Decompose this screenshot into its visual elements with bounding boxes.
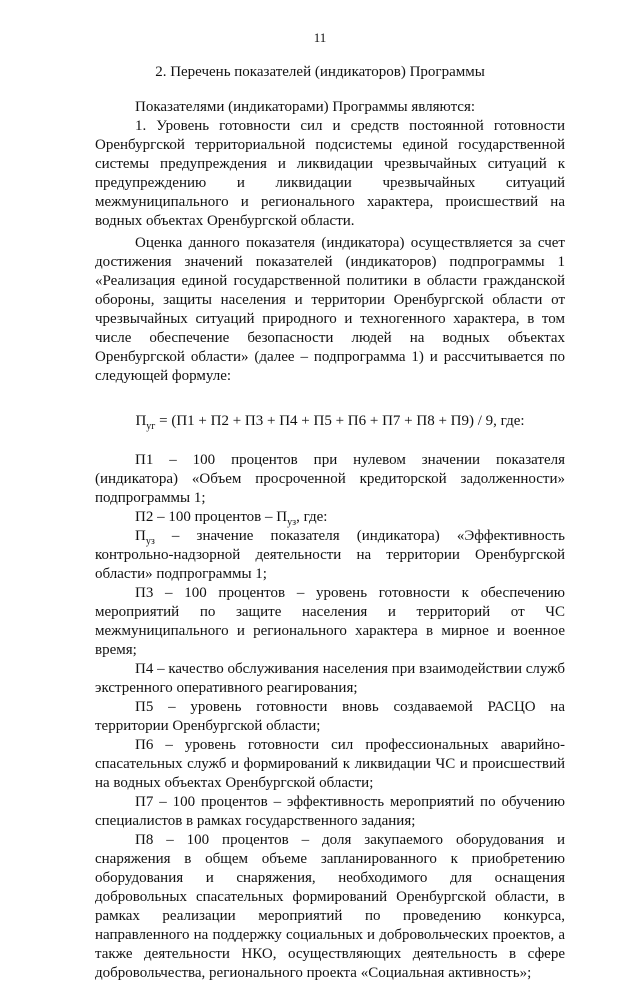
page-number: 11 (313, 30, 327, 45)
p2-post: , где: (296, 509, 328, 525)
p2-sub: уз (287, 517, 297, 528)
puz-sub: уз (145, 536, 155, 547)
p2-pre: П2 – 100 процентов – П (135, 509, 288, 525)
paragraph-p2 (95, 508, 565, 527)
paragraph-puz (95, 527, 565, 584)
formula-lhs-sub: уг (146, 421, 156, 432)
paragraph-p4: П4 – качество обслуживания населения при взаимодействии служб экстренного оперативного реагирования; (95, 661, 565, 696)
intro-paragraph: Показателями (индикаторами) Программы являются: (135, 99, 476, 115)
formula-lhs: П (135, 413, 147, 429)
paragraph-p6: П6 – уровень готовности сил профессиональных аварийно-спасательных служб и формирований к ликвидации ЧС и происшествий на водных объектах Оренбургской области; (95, 737, 565, 791)
puz-post: – значение показателя (индикатора) «Эффективность контрольно-надзорной деятельности на территории Оренбургской области» подпрограммы 1; (95, 528, 565, 582)
paragraph-p3: П3 – 100 процентов – уровень готовности к обеспечению мероприятий по защите населения и территорий от ЧС межмуниципального и регионального характера в мирное и военное время; (95, 585, 565, 658)
paragraph-p7: П7 – 100 процентов – эффективность мероприятий по обучению специалистов в рамках государственного задания; (95, 794, 565, 829)
paragraph-p5: П5 – уровень готовности вновь создаваемой РАСЦО на территории Оренбургской области; (95, 699, 565, 734)
formula (95, 412, 565, 431)
formula-rhs: = (П1 + П2 + П3 + П4 + П5 + П6 + П7 + П8 + П9) / 9, где: (155, 413, 525, 429)
document-body (95, 98, 565, 983)
paragraph-indicator-1: 1. Уровень готовности сил и средств постоянной готовности Оренбургской территориальной подсистемы единой государственной системы предупреждения и ликвидации чрезвычайных ситуаций к предупреждению и ликвидации чрезвычайных ситуаций межмуниципального и регионального характера, происшествий на водных объектах Оренбургской области. (95, 118, 565, 229)
paragraph-p8: П8 – 100 процентов – доля закупаемого оборудования и снаряжения в общем объеме запланированного к приобретению оборудования и снаряжения, необходимого для оснащения добровольных спасательных формирований Оренбургской области, в рамках реализации мероприятий по проведению конкурса, направленного на поддержку социальных и добровольческих проектов, а также деятельности НКО, осуществляющих деятельность в сфере добровольчества, регионального проекта «Социальная активность»; (95, 832, 565, 981)
section-heading: 2. Перечень показателей (индикаторов) Программы (155, 64, 485, 80)
paragraph-assessment: Оценка данного показателя (индикатора) осуществляется за счет достижения значений показателей (индикаторов) подпрограммы 1 «Реализация единой государственной политики в области гражданской обороны, защиты населения и территории Оренбургской области от чрезвычайных ситуаций природного и техногенного характера, в том числе обеспечение безопасности людей на водных объектах Оренбургской области» (далее – подпрограмма 1) и рассчитывается по следующей формуле: (95, 235, 565, 384)
puz-pre: П (135, 528, 146, 544)
paragraph-p1: П1 – 100 процентов при нулевом значении показателя (индикатора) «Объем просроченной кредиторской задолженности» подпрограммы 1; (95, 452, 565, 506)
